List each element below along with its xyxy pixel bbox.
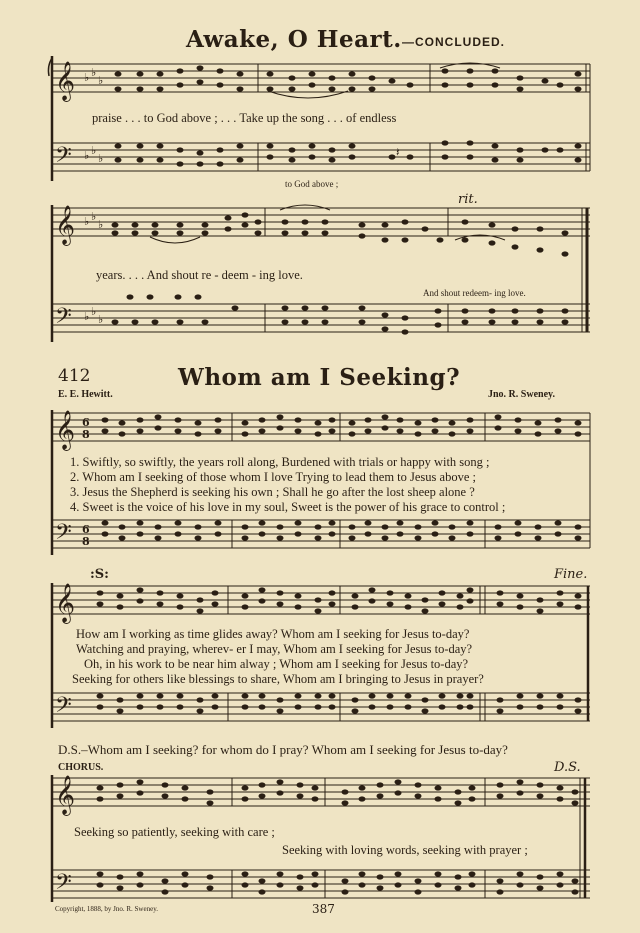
svg-text:♭: ♭ [91, 66, 97, 79]
svg-text:6: 6 [82, 416, 90, 429]
svg-text:𝄢: 𝄢 [55, 304, 72, 334]
song1-title-suffix: —CONCLUDED. [402, 35, 505, 49]
svg-text:♭: ♭ [84, 215, 90, 228]
svg-text:𝄞: 𝄞 [55, 61, 76, 101]
svg-text:♭: ♭ [84, 310, 90, 323]
copyright-notice: Copyright, 1888, by Jno. R. Sweney. [55, 905, 158, 913]
chorus-line-2: Seeking with loving words, seeking with prayer ; [282, 843, 528, 857]
svg-text:♭: ♭ [98, 152, 104, 165]
verse-line: 1. Swiftly, so swiftly, the years roll along, Burdened with trials or happy with song ; [70, 455, 490, 469]
svg-text:𝄢: 𝄢 [55, 870, 72, 900]
svg-text:𝄞: 𝄞 [55, 775, 76, 815]
page-number: 387 [312, 902, 335, 916]
svg-text:♭: ♭ [84, 71, 90, 84]
svg-text:𝄽: 𝄽 [396, 145, 400, 159]
chorus-line-1: Seeking so patiently, seeking with care ; [74, 825, 275, 839]
ds-marking: D.S. [554, 760, 581, 775]
verse-line: 4. Sweet is the voice of his love in my soul, Sweet is the power of his grace to control ; [70, 500, 506, 514]
svg-text:𝄢: 𝄢 [55, 143, 72, 173]
hymn-number: 412 [58, 366, 91, 386]
ds-lyric-line: D.S.–Whom am I seeking? for whom do I pray? Whom am I seeking for Jesus to-day? [58, 742, 508, 757]
svg-text:𝄞: 𝄞 [55, 205, 76, 245]
song1-rit-marking: rit. [458, 192, 478, 207]
svg-text:𝄞: 𝄞 [55, 583, 76, 623]
svg-text:8: 8 [82, 535, 90, 548]
svg-text:𝄢: 𝄢 [55, 693, 72, 723]
song1-system1-lyric: praise . . . to God above ; . . . Take up the song . . . of endless [92, 111, 397, 125]
svg-text:𝄢: 𝄢 [55, 520, 72, 550]
svg-text:♭: ♭ [91, 144, 97, 157]
song2-composer: Jno. R. Sweney. [488, 389, 555, 400]
song1-system2-lyric: years. . . . And shout re - deem - ing love. [96, 268, 303, 282]
song1-title: Awake, O Heart. [186, 26, 402, 53]
song1-system2-lower-lyric: And shout redeem- ing love. [423, 288, 526, 298]
verse-line: Watching and praying, wherev- er I may, Whom am I seeking for Jesus to-day? [76, 642, 473, 656]
svg-text:♭: ♭ [91, 210, 97, 223]
svg-text:♭: ♭ [84, 149, 90, 162]
svg-text:♭: ♭ [98, 218, 104, 231]
segno-mark: :S: [90, 567, 109, 582]
verse-line: 2. Whom am I seeking of those whom I love Trying to lead them to Jesus above ; [70, 470, 476, 484]
svg-text:8: 8 [82, 428, 90, 441]
chorus-label: CHORUS. [58, 762, 104, 773]
svg-text:♭: ♭ [91, 305, 97, 318]
song2-title: Whom am I Seeking? [178, 364, 461, 391]
fine-marking: Fine. [554, 567, 588, 582]
verse-line: 3. Jesus the Shepherd is seeking his own ; Shall he go after the lost sheep alone ? [70, 485, 475, 499]
svg-text:𝄞: 𝄞 [55, 410, 76, 450]
verse-line: Oh, in his work to be near him alway ; Whom am I seeking for Jesus to-day? [84, 657, 469, 671]
song2-author: E. E. Hewitt. [58, 389, 113, 400]
svg-text:6: 6 [82, 523, 90, 536]
svg-text:♭: ♭ [98, 313, 104, 326]
song1-system1-lower-lyric: to God above ; [285, 179, 339, 189]
verse-line: Seeking for others like blessings to share, Whom am I bringing to Jesus in prayer? [72, 672, 484, 686]
verse-line: How am I working as time glides away? Whom am I seeking for Jesus to-day? [76, 627, 470, 641]
svg-text:♭: ♭ [98, 74, 104, 87]
